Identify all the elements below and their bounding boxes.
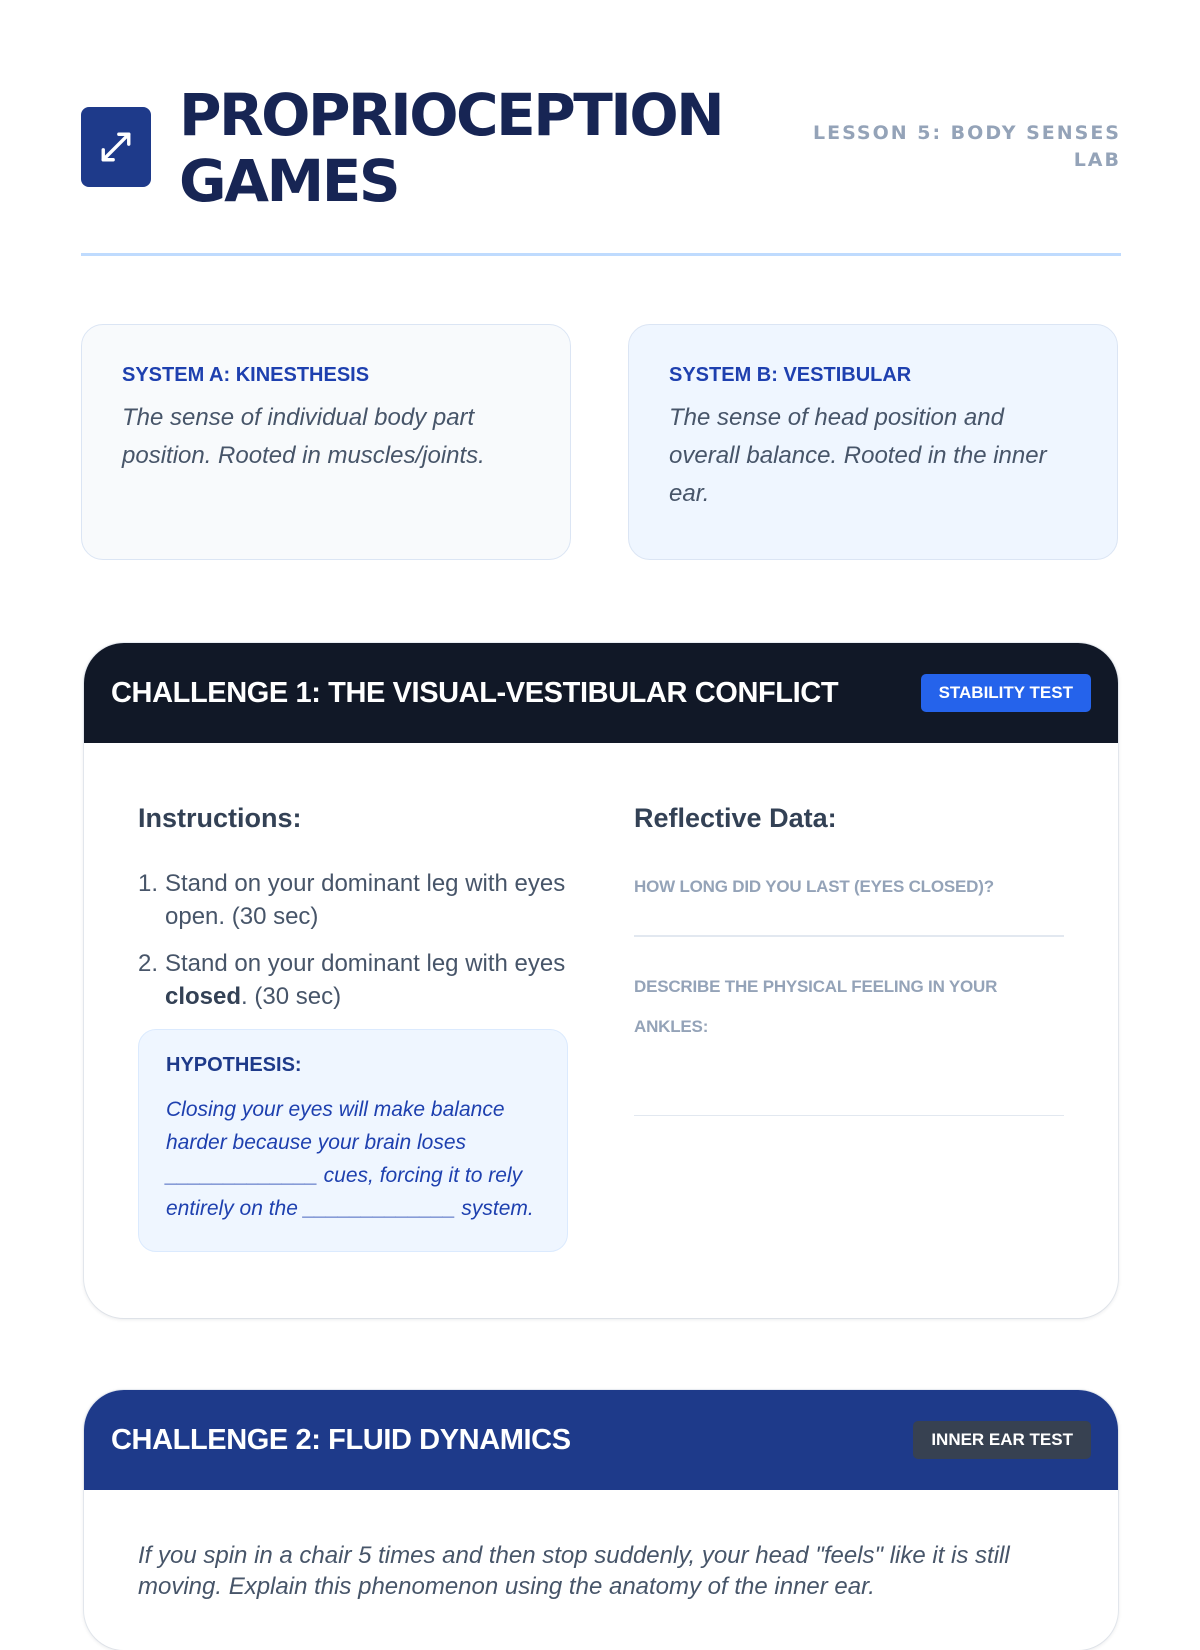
answer-field-duration[interactable] bbox=[634, 867, 1064, 937]
step-text-post: . (30 sec) bbox=[241, 983, 342, 1010]
challenge-prompt: If you spin in a chair 5 times and then stop suddenly, your head "feels" like it is still moving. Explain this phenomenon using the anatomy of the inner ear. bbox=[138, 1542, 1010, 1600]
step-number: 1. bbox=[138, 870, 159, 897]
answer-line[interactable] bbox=[634, 935, 1064, 937]
field-label: HOW LONG DID YOU LAST (EYES CLOSED)? bbox=[634, 877, 994, 896]
hypothesis-box bbox=[138, 1029, 568, 1252]
system-title: SYSTEM B: VESTIBULAR bbox=[669, 364, 912, 386]
expand-arrows-icon bbox=[99, 130, 133, 164]
reflective-heading: Reflective Data: bbox=[634, 803, 837, 833]
challenge-header bbox=[84, 643, 1118, 743]
answer-field-feeling[interactable] bbox=[634, 967, 1064, 1117]
challenge-2-card bbox=[84, 1390, 1118, 1650]
system-card-vestibular bbox=[628, 324, 1118, 560]
step-text-pre: Stand on your dominant leg with eyes bbox=[165, 950, 566, 977]
answer-line[interactable] bbox=[634, 1115, 1064, 1117]
system-description: The sense of individual body part position. Rooted in muscles/joints. bbox=[122, 404, 485, 469]
title-line-1: PROPRIOCEPTION bbox=[179, 81, 723, 149]
instructions-heading: Instructions: bbox=[138, 803, 302, 833]
system-description: The sense of head position and overall balance. Rooted in the inner ear. bbox=[669, 404, 1047, 507]
challenge-badge: STABILITY TEST bbox=[921, 674, 1091, 712]
step-text bbox=[165, 947, 568, 1013]
challenge-title: CHALLENGE 2: FLUID DYNAMICS bbox=[111, 1423, 571, 1456]
step-number: 2. bbox=[138, 950, 159, 977]
challenge-header bbox=[84, 1390, 1118, 1490]
challenge-title: CHALLENGE 1: THE VISUAL-VESTIBULAR CONFLICT bbox=[111, 676, 839, 709]
challenge-1-card bbox=[84, 643, 1118, 1318]
lesson-line-2: LAB bbox=[1073, 149, 1121, 171]
hypothesis-text: Closing your eyes will make balance harder because your brain loses _____________ cues, forcing it to rely entirely on the _____________ system. bbox=[166, 1098, 534, 1220]
page-header bbox=[81, 80, 1121, 215]
logo-badge bbox=[81, 107, 151, 187]
header-divider bbox=[81, 253, 1121, 256]
system-title: SYSTEM A: KINESTHESIS bbox=[122, 364, 370, 386]
system-card-kinesthesis bbox=[81, 324, 571, 560]
reflective-column bbox=[634, 803, 1064, 1116]
page-title bbox=[179, 82, 779, 214]
instruction-step bbox=[138, 947, 568, 1013]
instructions-list bbox=[138, 867, 568, 1013]
challenge-badge: INNER EAR TEST bbox=[913, 1421, 1091, 1459]
lesson-label bbox=[801, 120, 1121, 174]
title-line-2: GAMES bbox=[179, 147, 399, 215]
hypothesis-title: HYPOTHESIS: bbox=[166, 1054, 302, 1076]
field-label: DESCRIBE THE PHYSICAL FEELING IN YOUR ANKLES: bbox=[634, 976, 998, 1036]
instruction-step bbox=[138, 867, 568, 933]
step-text: Stand on your dominant leg with eyes open. (30 sec) bbox=[165, 870, 566, 930]
lesson-line-1: LESSON 5: BODY SENSES bbox=[812, 122, 1121, 144]
instructions-column bbox=[138, 803, 568, 1252]
step-text-emphasis: closed bbox=[165, 983, 242, 1010]
